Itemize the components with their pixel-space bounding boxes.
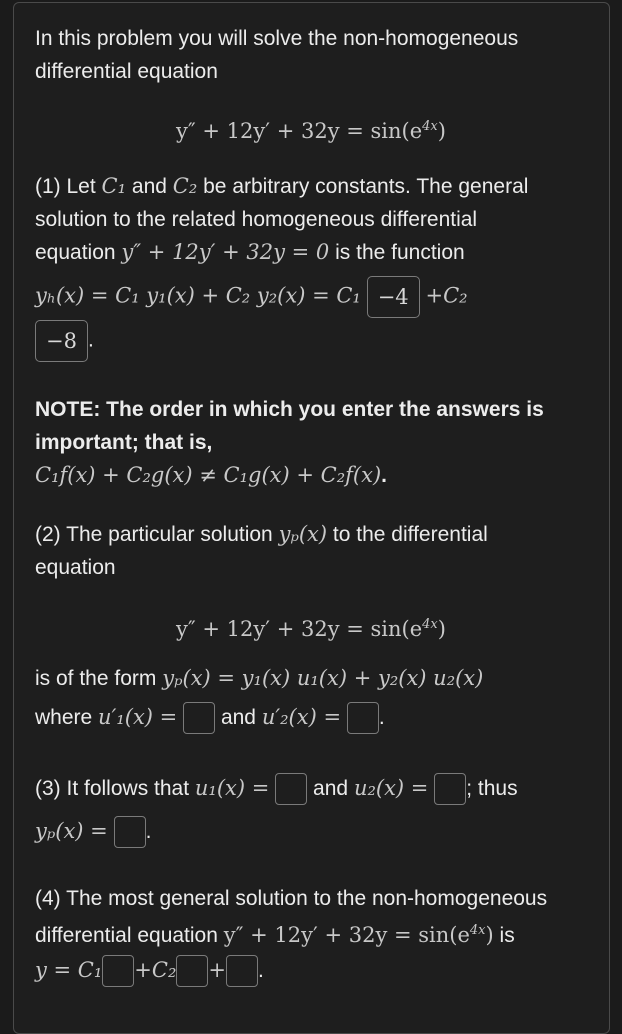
part2-where-line: where u′₁(x) = and u′₂(x) = .	[35, 701, 385, 734]
u2-prime-input[interactable]	[347, 702, 379, 734]
general-yp-input[interactable]	[226, 955, 258, 987]
yp-form-expression: yₚ(x) = y₁(x) u₁(x) + y₂(x) u₂(x)	[162, 666, 484, 690]
part1-line-1: (1) Let C₁ and C₂ be arbitrary constants. The general	[35, 174, 529, 198]
u1-input[interactable]	[275, 773, 307, 805]
part3-line-2: yₚ(x) = .	[35, 815, 151, 848]
general-y1-input[interactable]	[102, 955, 134, 987]
part2-line-1: (2) The particular solution yₚ(x) to the differential	[35, 522, 488, 546]
part1-yh-line-2: −8 .	[35, 320, 94, 362]
equation-lhs: y″ + 12y′ + 32y = sin(e	[176, 119, 423, 143]
yh-expression: yₕ(x) = C₁ y₁(x) + C₂ y₂(x) = C₁	[35, 283, 361, 308]
yp-symbol: yₚ(x)	[278, 522, 328, 546]
main-equation	[0, 110, 622, 148]
c1-symbol: C₁	[101, 174, 127, 198]
part1-yh-line	[35, 276, 468, 318]
note-formula: C₁f(x) + C₂g(x) ≠ C₁g(x) + C₂f(x).	[35, 463, 387, 487]
plus-c2: +C₂	[425, 283, 468, 308]
part2-form-line: is of the form yₚ(x) = y₁(x) u₁(x) + y₂(x) u₂(x)	[35, 666, 484, 690]
intro-line-1: In this problem you will solve the non-homogeneous	[35, 27, 519, 50]
answer-y2-input[interactable]: −8	[35, 320, 88, 362]
u1-prime-input[interactable]	[183, 702, 215, 734]
general-y2-input[interactable]	[176, 955, 208, 987]
part4-line-1: (4) The most general solution to the non-homogeneous	[35, 887, 548, 910]
yp-input[interactable]	[114, 816, 146, 848]
equation-close: )	[437, 119, 446, 143]
part1-line-2: solution to the related homogeneous differential	[35, 208, 478, 231]
u2-input[interactable]	[434, 773, 466, 805]
answer-y1-input[interactable]: −4	[367, 276, 420, 318]
part2-line-2: equation	[35, 556, 116, 579]
homogeneous-equation: y″ + 12y′ + 32y = 0	[121, 240, 330, 264]
equation-exponent: 4x	[422, 119, 438, 134]
intro-line-2: differential equation	[35, 60, 218, 83]
part1-line-3: equation y″ + 12y′ + 32y = 0 is the function	[35, 240, 465, 264]
note-line-1: NOTE: The order in which you enter the answers is	[35, 398, 544, 421]
c2-symbol: C₂	[172, 174, 198, 198]
part2-equation: $y'' + 12y' + 32y = \sin(e^{4x})$	[176, 617, 446, 641]
part4-line-3: y = C₁ +C₂ + .	[35, 954, 264, 987]
note-line-2: important; that is,	[35, 431, 213, 454]
part3-line-1: (3) It follows that u₁(x) = and u₂(x) = ; thus	[35, 772, 518, 805]
part4-line-2: differential equation $y'' + 12y' + 32y = \sin(e^{4x})$ is	[35, 923, 515, 947]
